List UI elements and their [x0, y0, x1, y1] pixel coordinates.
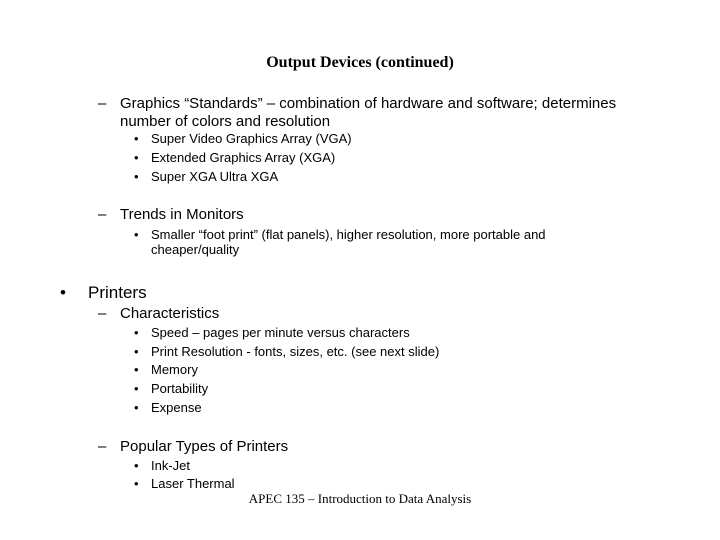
graphics-standards-label-line2: number of colors and resolution: [120, 113, 331, 130]
dot-bullet: •: [134, 131, 139, 146]
trends-item-line1: Smaller “foot print” (flat panels), higher resolution, more portable and: [151, 227, 546, 242]
characteristic-print-resolution: Print Resolution - fonts, sizes, etc. (see next slide): [151, 344, 440, 359]
dash-bullet: –: [98, 305, 107, 322]
dot-bullet: •: [134, 169, 139, 184]
dot-bullet: •: [134, 476, 139, 491]
trends-label: Trends in Monitors: [120, 206, 244, 223]
dot-bullet: •: [134, 400, 139, 415]
printer-types-label: Popular Types of Printers: [120, 438, 289, 455]
dot-bullet: •: [134, 381, 139, 396]
dash-bullet: –: [98, 438, 107, 455]
main-bullet: •: [60, 283, 66, 302]
dash-bullet: –: [98, 95, 107, 112]
dash-bullet: –: [98, 206, 107, 223]
characteristic-expense: Expense: [151, 400, 202, 415]
printer-type-ink-jet: Ink-Jet: [151, 458, 191, 473]
dot-bullet: •: [134, 362, 139, 377]
graphics-item-vga: Super Video Graphics Array (VGA): [151, 131, 352, 146]
printer-type-laser-thermal: Laser Thermal: [151, 476, 235, 491]
trends-item-line2: cheaper/quality: [151, 242, 240, 257]
dot-bullet: •: [134, 458, 139, 473]
graphics-item-xga: Extended Graphics Array (XGA): [151, 150, 336, 165]
characteristics-label: Characteristics: [120, 305, 220, 322]
characteristic-memory: Memory: [151, 362, 198, 377]
slide-title: Output Devices (continued): [266, 54, 454, 71]
dot-bullet: •: [134, 150, 139, 165]
slide-footer: APEC 135 – Introduction to Data Analysis: [248, 491, 472, 506]
graphics-standards-label-line1: Graphics “Standards” – combination of hardware and software; determines: [120, 95, 617, 112]
characteristic-portability: Portability: [151, 381, 209, 396]
printers-label: Printers: [88, 283, 147, 302]
graphics-item-sxga: Super XGA Ultra XGA: [151, 169, 279, 184]
characteristic-speed: Speed – pages per minute versus characters: [151, 325, 410, 340]
dot-bullet: •: [134, 344, 139, 359]
dot-bullet: •: [134, 227, 139, 242]
dot-bullet: •: [134, 325, 139, 340]
